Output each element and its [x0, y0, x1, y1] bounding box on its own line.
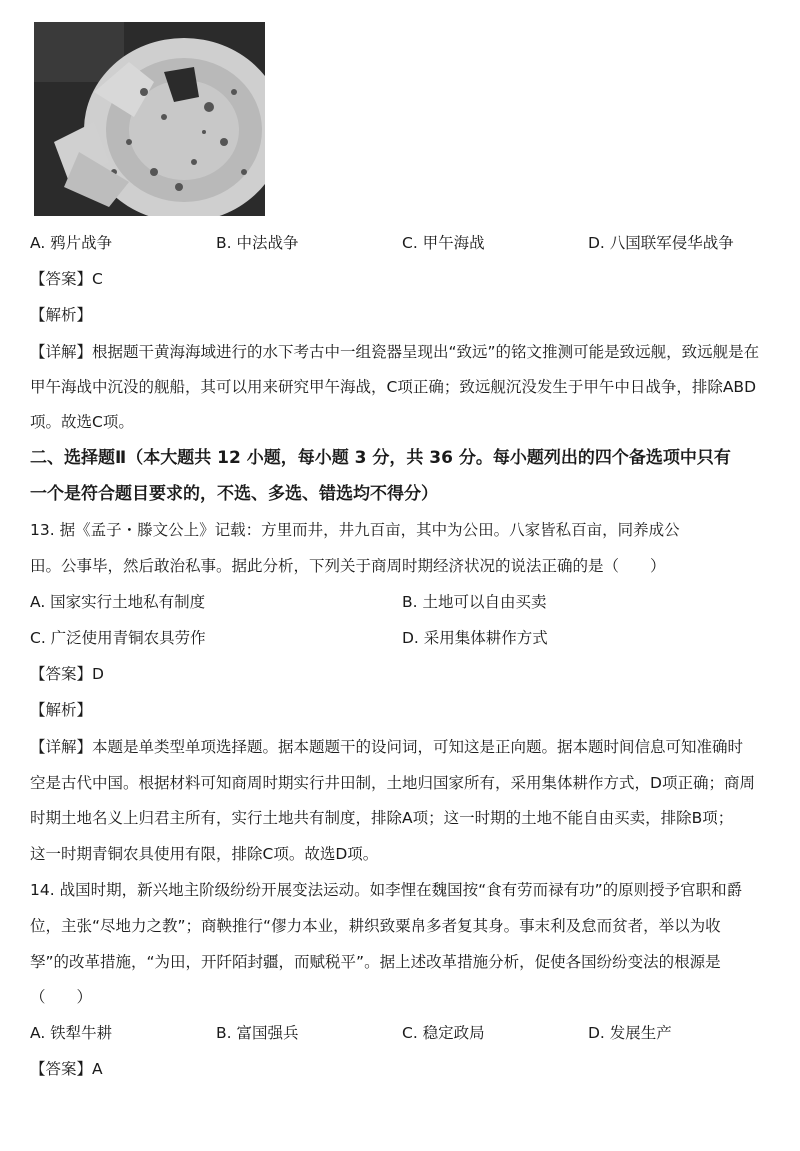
porcelain-plate-image — [34, 22, 265, 216]
q12-detail-line-1: 【详解】根据题干黄海海域进行的水下考古中一组瓷器呈现出“致远”的铭文推测可能是致远舰，致远舰是在 — [30, 343, 760, 361]
q14-answer: 【答案】A — [30, 1060, 103, 1078]
q13-stem-line-1: 13. 据《孟子・滕文公上》记载：方里而井，井九百亩，其中为公田。八家皆私百亩，同养成公 — [30, 521, 680, 539]
q12-answer: 【答案】C — [30, 270, 103, 288]
q13-detail-line-1: 【详解】本题是单类型单项选择题。据本题题干的设问词，可知这是正向题。据本题时间信息可知准确时 — [30, 738, 744, 756]
q14-option-d: D. 发展生产 — [588, 1024, 672, 1042]
q14-stem-line-3: 孥”的改革措施，“为田，开阡陌封疆，而赋税平”。据上述改革措施分析，促使各国纷纷变法的根源是 — [30, 953, 721, 971]
q13-option-b: B. 土地可以自由买卖 — [402, 593, 547, 611]
q13-detail-line-2: 空是古代中国。根据材料可知商周时期实行井田制，土地归国家所有，采用集体耕作方式，D项正确；商周 — [30, 774, 755, 792]
q13-option-c: C. 广泛使用青铜农具劳作 — [30, 629, 206, 647]
q13-detail-line-4: 这一时期青铜农具使用有限，排除C项。故选D项。 — [30, 845, 379, 863]
q13-option-d: D. 采用集体耕作方式 — [402, 629, 548, 647]
porcelain-plate-photo — [34, 22, 265, 216]
q14-stem-line-1: 14. 战国时期，新兴地主阶级纷纷开展变法运动。如李悝在魏国按“食有劳而禄有功”的原则授予官职和爵 — [30, 881, 743, 899]
q12-option-b: B. 中法战争 — [216, 234, 299, 252]
q12-analysis-label: 【解析】 — [30, 306, 93, 324]
q14-option-a: A. 铁犁牛耕 — [30, 1024, 113, 1042]
q13-option-a: A. 国家实行土地私有制度 — [30, 593, 206, 611]
section-heading-line-2: 一个是符合题目要求的，不选、多选、错选均不得分） — [30, 484, 438, 504]
q14-option-b: B. 富国强兵 — [216, 1024, 299, 1042]
q14-stem-line-2: 位，主张“尽地力之教”；商鞅推行“僇力本业，耕织致粟帛多者复其身。事末利及怠而贫者，举以为收 — [30, 917, 721, 935]
q12-detail-line-2: 甲午海战中沉没的舰船，其可以用来研究甲午海战，C项正确；致远舰沉没发生于甲午中日战争，排除ABD — [30, 378, 756, 396]
q13-analysis-label: 【解析】 — [30, 701, 93, 719]
q12-option-a: A. 鸦片战争 — [30, 234, 113, 252]
q13-stem-line-2: 田。公事毕，然后敢治私事。据此分析，下列关于商周时期经济状况的说法正确的是（ ） — [30, 557, 666, 575]
q13-detail-line-3: 时期土地名义上归君主所有，实行土地共有制度，排除A项；这一时期的土地不能自由买卖，排除B项； — [30, 809, 734, 827]
q13-answer: 【答案】D — [30, 665, 104, 683]
q14-stem-line-4: （ ） — [30, 988, 93, 1006]
section-heading-line-1: 二、选择题Ⅱ（本大题共 12 小题，每小题 3 分，共 36 分。每小题列出的四个备选项中只有 — [30, 448, 731, 468]
q12-detail-line-3: 项。故选C项。 — [30, 413, 134, 431]
q12-option-c: C. 甲午海战 — [402, 234, 485, 252]
q14-option-c: C. 稳定政局 — [402, 1024, 485, 1042]
q12-option-d: D. 八国联军侵华战争 — [588, 234, 734, 252]
